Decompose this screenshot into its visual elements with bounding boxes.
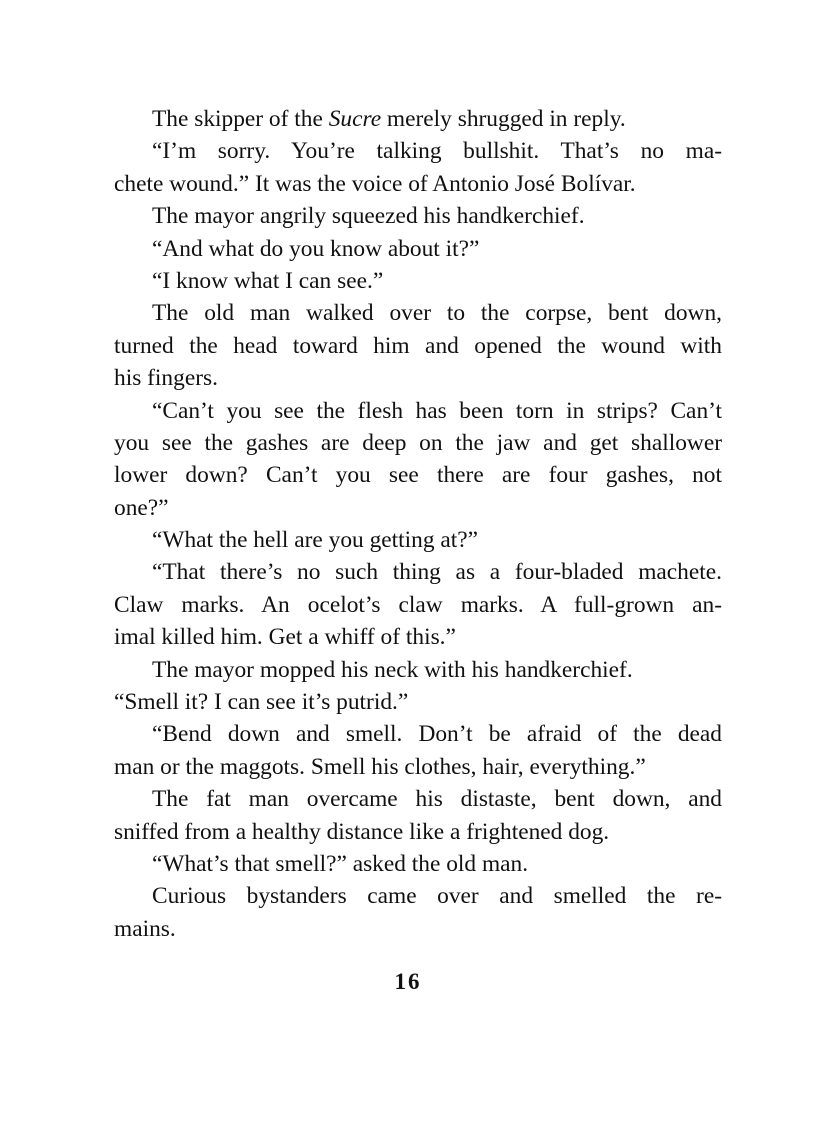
text-line: “And what do you know about it?” <box>152 235 480 262</box>
text-line: imal killed him. Get a whiff of this.” <box>114 624 456 651</box>
text-line: “What’s that smell?” asked the old man. <box>152 850 529 877</box>
text-line: one?” <box>114 494 169 521</box>
paragraph <box>114 686 722 718</box>
text-line: turned the head toward him and opened the wound with <box>114 332 722 359</box>
text-line: The skipper of the Sucre merely shrugged in reply. <box>152 106 626 132</box>
text-line: The old man walked over to the corpse, bent down, <box>152 300 722 327</box>
text-line: “That there’s no such thing as a four-bladed machete. <box>152 559 722 586</box>
paragraph <box>114 135 722 200</box>
text-line: chete wound.” It was the voice of Antonio José Bolívar. <box>114 170 636 197</box>
paragraph <box>114 556 722 653</box>
body-text <box>114 103 722 945</box>
text-line: man or the maggots. Smell his clothes, hair, everything.” <box>114 753 646 780</box>
text-line: The mayor angrily squeezed his handkerchief. <box>152 203 585 230</box>
paragraph <box>114 297 722 394</box>
page-number: 16 <box>394 969 422 994</box>
text-line: sniffed from a healthy distance like a frightened dog. <box>114 818 610 845</box>
paragraph <box>114 395 722 525</box>
text-line: you see the gashes are deep on the jaw and get shallower <box>114 429 722 456</box>
text-line: “Smell it? I can see it’s putrid.” <box>114 689 409 716</box>
paragraph <box>114 718 722 783</box>
paragraph <box>114 103 722 135</box>
paragraph <box>114 524 722 556</box>
paragraph <box>114 233 722 265</box>
text-line: “What the hell are you getting at?” <box>152 527 479 554</box>
text-line: The fat man overcame his distaste, bent down, and <box>152 786 722 813</box>
paragraph <box>114 265 722 297</box>
paragraph <box>114 200 722 232</box>
text-line: “Bend down and smell. Don’t be afraid of the dead <box>152 721 722 748</box>
paragraph <box>114 880 722 945</box>
text-line: his fingers. <box>114 365 218 392</box>
text-line: “Can’t you see the flesh has been torn in strips? Can’t <box>152 397 722 424</box>
text-line: Claw marks. An ocelot’s claw marks. A full-grown an- <box>114 591 722 618</box>
text-line: Curious bystanders came over and smelled the re- <box>152 883 722 910</box>
text-line: “I’m sorry. You’re talking bullshit. That’s no ma- <box>152 138 722 165</box>
text-line: The mayor mopped his neck with his handkerchief. <box>152 656 633 683</box>
ship-name: Sucre <box>328 106 382 132</box>
text-line: lower down? Can’t you see there are four gashes, not <box>114 462 722 489</box>
paragraph <box>114 783 722 848</box>
text-line: mains. <box>114 915 176 942</box>
paragraph <box>114 654 722 686</box>
paragraph <box>114 848 722 880</box>
text-line: “I know what I can see.” <box>152 267 384 294</box>
